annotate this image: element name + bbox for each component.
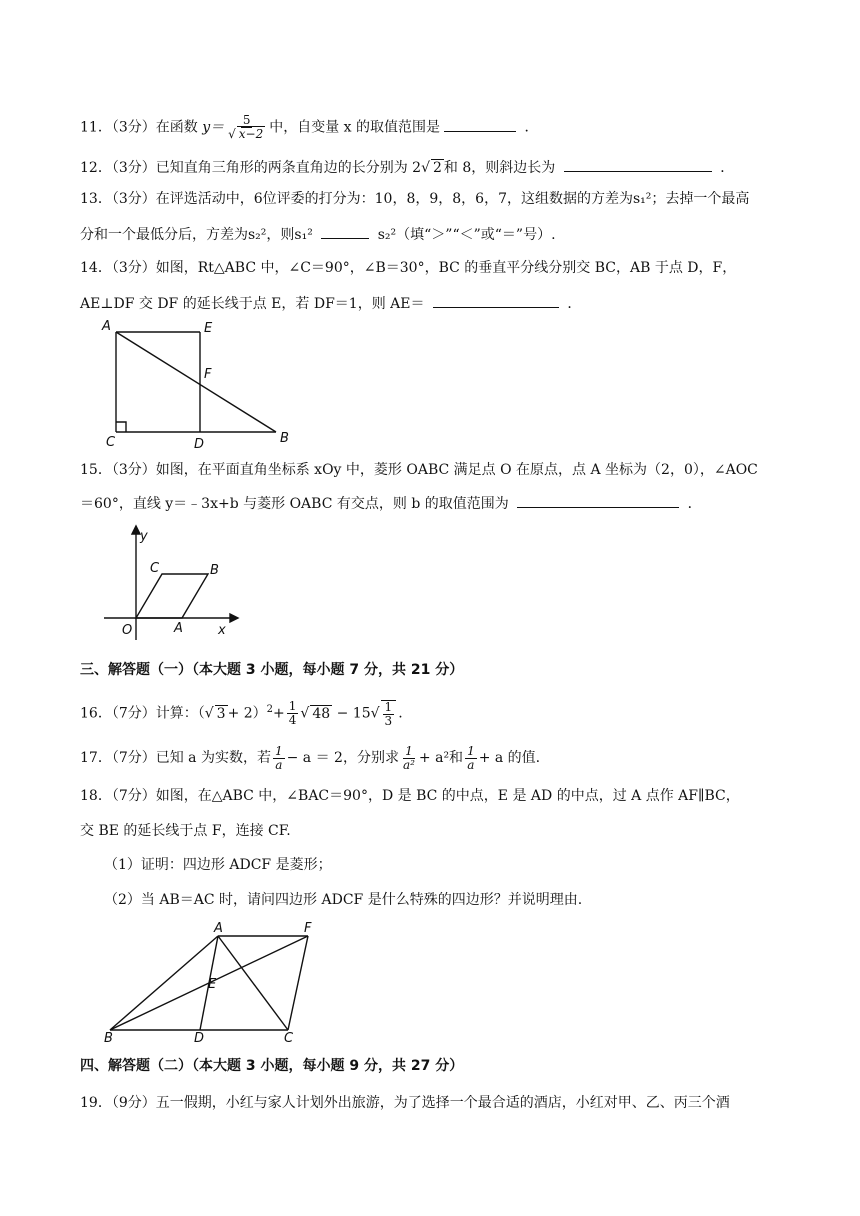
q15-y-axis-arrow bbox=[132, 526, 140, 534]
q12-prefix: 12．（3分）已知直角三角形的两条直角边的长分别为 2 bbox=[80, 160, 422, 176]
question-17 bbox=[80, 744, 540, 772]
question-13-line1: 13．（3分）在评选活动中，6位评委的打分为：10，8，9，8，6，7，这组数据的方差为s₁²；去掉一个最高 bbox=[80, 191, 750, 207]
q14-right-angle-mark bbox=[116, 422, 126, 432]
question-15-line2 bbox=[80, 493, 702, 514]
q18-label-a: A bbox=[214, 921, 223, 936]
q14-figure bbox=[96, 316, 306, 448]
q15-label-x: x bbox=[218, 623, 226, 638]
q14-label-e: E bbox=[204, 321, 213, 336]
q15-x-axis-arrow bbox=[230, 614, 238, 622]
q15-rhombus-oabc bbox=[136, 574, 208, 618]
q15-line2-a: ＝60°，直线 y＝﹣3x+b 与菱形 OABC 有交点，则 b 的取值范围为 bbox=[80, 496, 509, 512]
q15-label-y: y bbox=[140, 529, 148, 544]
q15-label-a: A bbox=[174, 621, 183, 636]
section-4-heading: 四、解答题（二）（本大题 3 小题，每小题 9 分，共 27 分） bbox=[80, 1058, 464, 1074]
q14-label-a: A bbox=[102, 319, 111, 334]
question-15-line1: 15．（3分）如图，在平面直角坐标系 xOy 中，菱形 OABC 满足点 O 在原点，点 A 坐标为（2，0），∠AOC bbox=[80, 462, 758, 478]
question-16: 16．（7分）计算：（√ 3 + 2）$^2$+ $\frac{1}{4}$ √ 48 − 15√ $\frac{1}{3}$ . bbox=[80, 699, 403, 728]
question-14-line2 bbox=[80, 293, 581, 314]
q14-label-f: F bbox=[204, 367, 212, 382]
question-19-line1: 19．（9分）五一假期，小红与家人计划外出旅游，为了选择一个最合适的酒店，小红对甲、乙、丙三个酒 bbox=[80, 1095, 730, 1111]
section-3-heading: 三、解答题（一）（本大题 3 小题，每小题 7 分，共 21 分） bbox=[80, 662, 464, 678]
q11-frac-den: x−2 bbox=[238, 127, 264, 141]
q17-f2-den: a² bbox=[402, 757, 415, 772]
question-18-sub1: （1）证明：四边形 ADCF 是菱形； bbox=[104, 857, 332, 873]
q14-line2-a: AE⊥DF 交 DF 的延长线于点 E，若 DF＝1，则 AE＝ bbox=[80, 296, 425, 312]
q16-frac-den: 4 bbox=[288, 713, 297, 728]
q18-label-f: F bbox=[304, 921, 312, 936]
q13-line2-a: 分和一个最低分后，方差为s₂²，则s₁² bbox=[80, 227, 313, 243]
q12-answer-blank[interactable] bbox=[564, 157, 712, 172]
q12-end: ． bbox=[720, 160, 735, 176]
q17-prefix: 17．（7分）已知 a 为实数，若 bbox=[80, 750, 271, 766]
q11-prefix: 11．（3分）在函数 bbox=[80, 119, 198, 136]
q17-fraction-2 bbox=[401, 745, 417, 772]
q11-fraction bbox=[226, 114, 267, 141]
q16-frac2-den: 3 bbox=[384, 713, 393, 728]
q11-suffix: 中，自变量 x 的取值范围是 bbox=[269, 119, 441, 136]
q15-label-b: B bbox=[210, 563, 219, 578]
question-18-line1: 18．（7分）如图，在△ABC 中，∠BAC＝90°，D 是 BC 的中点，E 是 AD 的中点，过 A 点作 AF∥BC， bbox=[80, 788, 740, 804]
q18-seg-ab bbox=[110, 936, 218, 1030]
q15-answer-blank[interactable] bbox=[517, 493, 679, 508]
q16-fraction-2 bbox=[381, 700, 397, 728]
q11-end: ． bbox=[524, 119, 539, 136]
q11-frac-num: 5 bbox=[242, 113, 251, 127]
q12-suffix: 和 8，则斜边长为 bbox=[443, 160, 556, 176]
q17-f3-num: 1 bbox=[467, 743, 475, 758]
question-14-line1: 14．（3分）如图，Rt△ABC 中，∠C＝90°，∠B＝30°，BC 的垂直平分线分别交 BC，AB 于点 D，F， bbox=[80, 260, 737, 276]
q18-seg-fc bbox=[288, 936, 308, 1030]
q18-label-b: B bbox=[104, 1031, 113, 1044]
q11-func-lhs: y＝ bbox=[202, 119, 225, 136]
q17-f2-num: 1 bbox=[405, 743, 413, 758]
question-12: 12．（3分）已知直角三角形的两条直角边的长分别为 2√ 2 和 8，则斜边长为 ． bbox=[80, 157, 734, 178]
q13-line2-b: s₂²（填“＞”“＜”或“＝”号）. bbox=[377, 227, 556, 243]
q17-end: + a 的值. bbox=[478, 750, 541, 766]
question-18-sub2: （2）当 AB＝AC 时，请问四边形 ADCF 是什么特殊的四边形？并说明理由. bbox=[104, 892, 583, 908]
q14-label-d: D bbox=[194, 437, 205, 448]
q16-end: . bbox=[398, 705, 403, 722]
q13-answer-blank[interactable] bbox=[321, 224, 369, 239]
question-18-line2: 交 BE 的延长线于点 F，连接 CF. bbox=[80, 823, 291, 839]
q18-label-d: D bbox=[194, 1031, 205, 1044]
q18-label-c: C bbox=[284, 1031, 294, 1044]
q16-prefix: 16．（7分）计算：（ bbox=[80, 705, 205, 722]
question-11 bbox=[80, 114, 538, 141]
q16-frac-num: 1 bbox=[288, 699, 297, 714]
q17-f1-num: 1 bbox=[274, 743, 283, 758]
q17-mid1: − a ＝ 2，分别求 bbox=[286, 750, 399, 766]
q15-line2-end: ． bbox=[687, 496, 702, 512]
q16-fraction-1 bbox=[287, 700, 299, 727]
q18-label-e: E bbox=[208, 977, 217, 992]
q14-line2-end: ． bbox=[567, 296, 582, 312]
q15-label-o: O bbox=[122, 623, 133, 638]
q17-fraction-1 bbox=[273, 745, 285, 772]
q16-plus: + bbox=[273, 705, 285, 722]
q17-f3-den: a bbox=[467, 757, 475, 772]
q11-answer-blank[interactable] bbox=[444, 117, 516, 132]
q16-frac2-num: 1 bbox=[384, 699, 393, 714]
question-13-line2 bbox=[80, 224, 556, 245]
q16-exp: 2 bbox=[266, 704, 274, 715]
q12-sqrt-arg: 2 bbox=[433, 160, 442, 176]
q18-figure bbox=[96, 918, 336, 1044]
q17-fraction-3 bbox=[465, 745, 477, 772]
q11-frac-den-wrap: √ x−2 bbox=[228, 127, 264, 141]
q14-label-c: C bbox=[106, 435, 116, 448]
q16-sqrt3: 3 bbox=[216, 705, 226, 722]
q16-minus: − 15 bbox=[336, 705, 371, 722]
q14-seg-ab bbox=[116, 332, 276, 432]
q14-label-b: B bbox=[280, 431, 289, 446]
q14-answer-blank[interactable] bbox=[433, 293, 559, 308]
q17-f1-den: a bbox=[275, 757, 283, 772]
q16-sqrt48: 48 bbox=[312, 705, 331, 722]
q15-figure bbox=[96, 522, 246, 646]
q15-label-c: C bbox=[150, 561, 160, 576]
q17-mid2: + a²和 bbox=[418, 750, 464, 766]
q16-mid: + 2） bbox=[227, 705, 267, 722]
